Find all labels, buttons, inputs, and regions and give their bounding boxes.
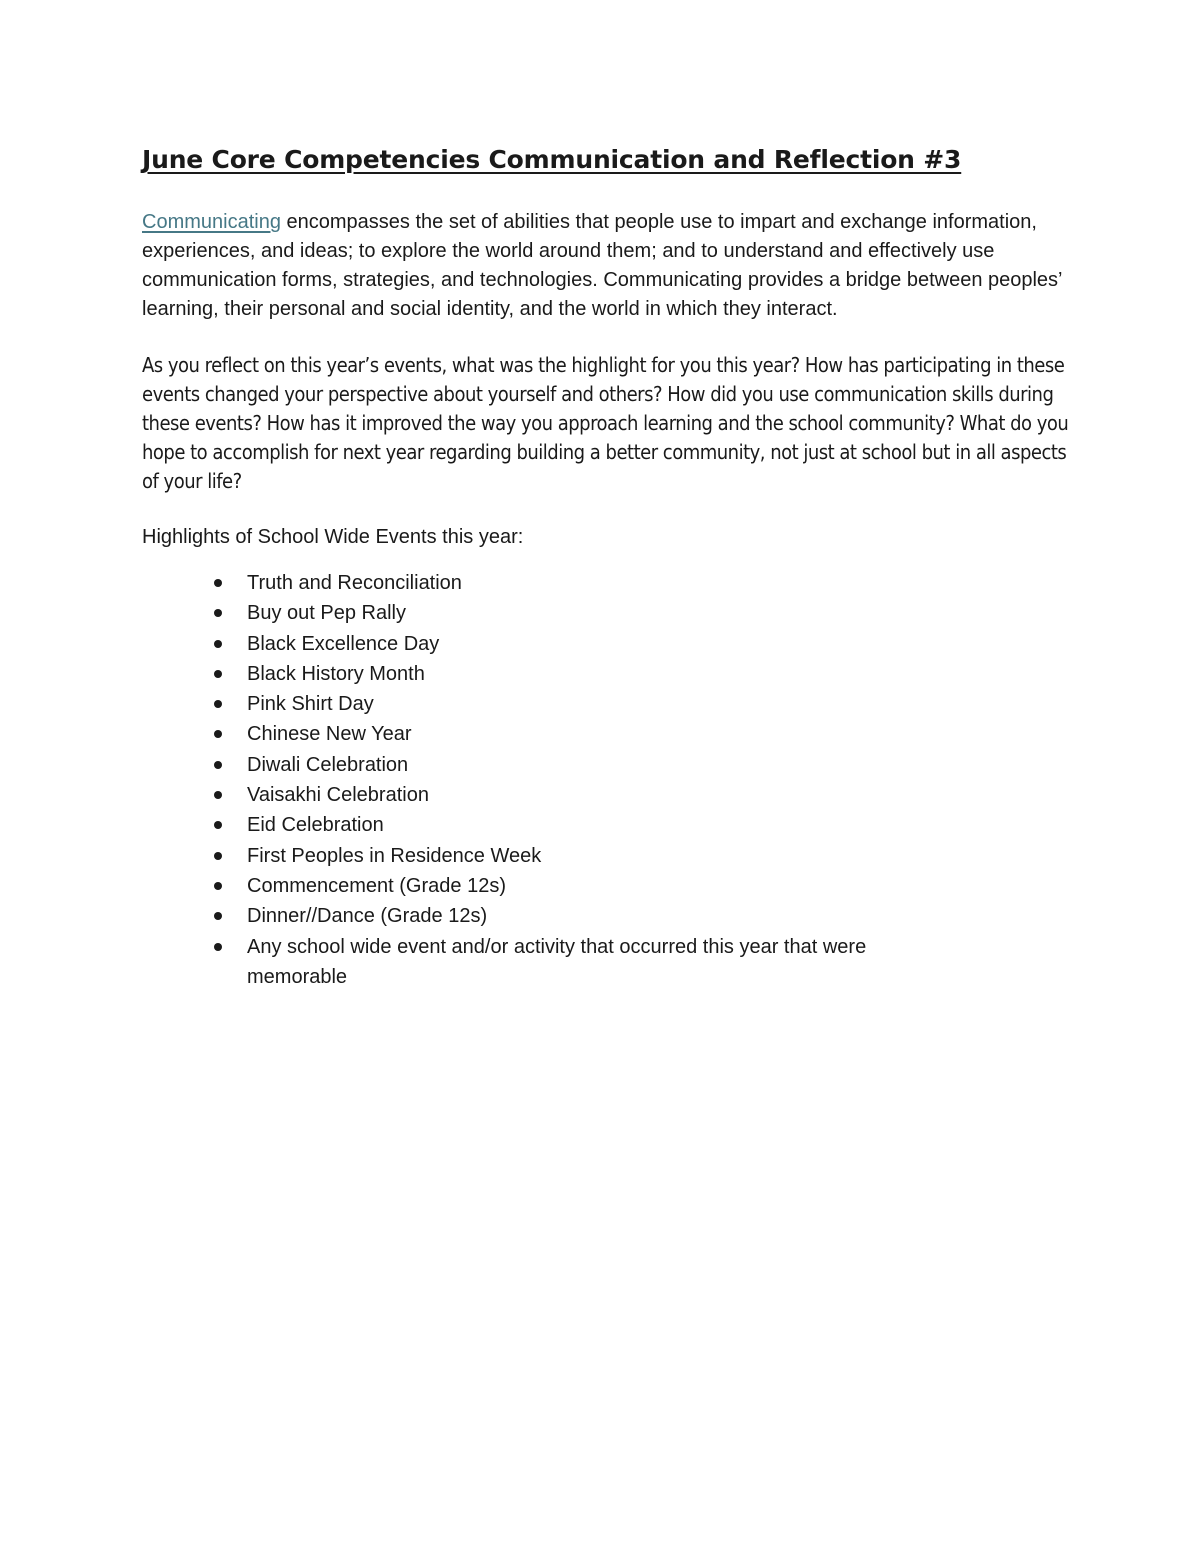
list-item	[142, 629, 967, 659]
list-item	[142, 841, 967, 871]
list-item	[142, 719, 967, 749]
event-label: Truth and Reconciliation	[247, 572, 462, 594]
bullet-icon	[214, 761, 222, 769]
page-title: June Core Competencies Communication and Reflection #3	[142, 145, 962, 174]
list-item	[142, 871, 967, 901]
bullet-icon	[214, 640, 222, 648]
event-label: Diwali Celebration	[247, 753, 409, 776]
bullet-icon	[214, 912, 222, 920]
list-item	[142, 598, 967, 628]
event-label: First Peoples in Residence Week	[247, 844, 542, 867]
bullet-icon	[214, 670, 222, 678]
intro-text: encompasses the set of abilities that people use to impart and exchange information, experiences, and ideas; to explore the world around them; and to understand and effectively use communication forms, strategies, and technologies. Communicating provides a bridge between peoples’ learning, their personal and social identity, and the world in which they interact.	[142, 211, 1062, 320]
bullet-icon	[214, 791, 222, 799]
bullet-icon	[214, 821, 222, 829]
events-list	[142, 568, 1072, 992]
communicating-link[interactable]: Communicating	[142, 211, 281, 233]
bullet-icon	[214, 852, 222, 860]
document-page	[142, 140, 1072, 992]
list-item	[142, 901, 967, 931]
list-item	[142, 780, 967, 810]
event-label: Commencement (Grade 12s)	[247, 874, 506, 897]
list-item	[142, 810, 967, 840]
event-label: Buy out Pep Rally	[247, 602, 406, 625]
list-item	[142, 689, 967, 719]
bullet-icon	[214, 609, 222, 617]
reflection-questions: As you reflect on this year’s events, what was the highlight for you this year? How has participating in these events changed your perspective about yourself and others? How did you use communication skills during these events? How has it improved the way you approach learning and the school community? What do you hope to accomplish for next year regarding building a better community, not just at school but in all aspects of your life?	[142, 353, 1069, 493]
bullet-icon	[214, 579, 222, 587]
highlights-heading: Highlights of School Wide Events this year:	[142, 526, 524, 548]
event-label: Chinese New Year	[247, 723, 412, 746]
bullet-icon	[214, 882, 222, 890]
bullet-icon	[214, 700, 222, 708]
event-label: Black History Month	[247, 662, 425, 685]
event-label: Black Excellence Day	[247, 632, 440, 655]
event-label: Any school wide event and/or activity that occurred this year that were memorable	[247, 935, 867, 988]
bullet-icon	[214, 730, 222, 738]
intro-paragraph	[142, 208, 1072, 324]
list-item	[142, 659, 967, 689]
event-label: Vaisakhi Celebration	[247, 784, 429, 807]
event-label: Eid Celebration	[247, 814, 384, 837]
list-item	[142, 568, 967, 598]
event-label: Dinner//Dance (Grade 12s)	[247, 905, 488, 928]
list-item	[142, 932, 967, 993]
event-label: Pink Shirt Day	[247, 693, 374, 716]
list-item	[142, 750, 967, 780]
bullet-icon	[214, 943, 222, 951]
